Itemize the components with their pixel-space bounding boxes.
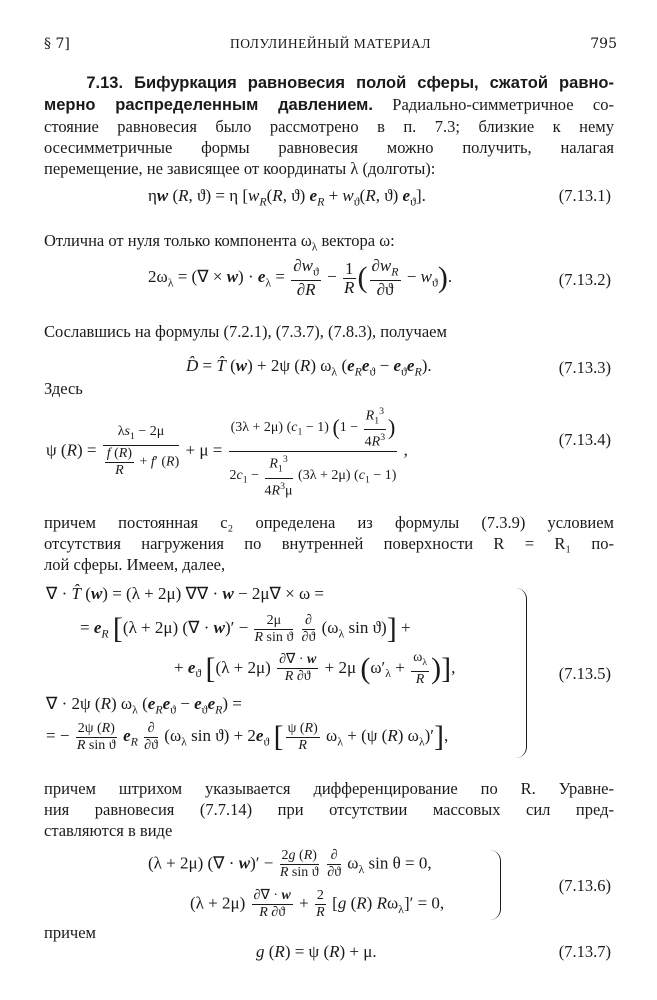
equation-7-13-5-line-2: = $e_R$ [(λ + 2μ) (∇ · w)′ − $\frac{2\mu}{\text{R sin ϑ}}$ $\frac{\partial}{\partial ϑ}$ ($\omega_\lambda$ sin ϑ)] + (80, 612, 411, 645)
running-header (44, 36, 617, 58)
para5-line-3: лой сферы. Имеем, далее, (44, 555, 226, 574)
paragraph-constant (44, 512, 614, 575)
para5-line-2: отсутствия нагружения по внутренней поверхности R = R₁ по- (44, 534, 614, 553)
equation-7-13-4: ψ (R) = $\lambda s_1 - 2\mu$ $\frac{f (R)}{R}$ + f′ (R) + μ = (3λ + 2μ) $(c_1 - 1) (1$ − $\frac{R_1^3}{4R^3}$ ) $2c_1$ − $\frac{R_1^3}{4R^3\mu}$ (3λ + 2μ) $(c_1 - 1)$ , (46, 406, 408, 499)
text-here: Здесь (44, 379, 83, 398)
page-number: 795 (590, 36, 617, 52)
text-component: Отлична от нуля только компонента $\omega_\lambda$ вектора ω: (44, 231, 395, 254)
equation-7-13-6-line-2: (λ + 2μ) $\frac{\partial\nabla \cdot w}{R \partial ϑ}$ + $\frac{2}{R}$ [g (R) $R\omega_\lambda]' = 0$, (190, 888, 445, 920)
running-title: ПОЛУЛИНЕЙНЫЙ МАТЕРИАЛ (229, 36, 432, 51)
equation-7-13-5-line-3: + $e_ϑ$ [(λ + 2μ) $\frac{\partial\nabla \cdot w}{R \partial ϑ}$ + 2μ ($\omega'_\lambda$ + $\frac{\omega_\lambda}{R}$ )], (174, 650, 456, 687)
equation-number: (7.13.3) (558, 358, 611, 377)
para6-line-2: ния равновесия (7.7.14) при отсутствии массовых сил пред- (44, 800, 614, 819)
intro-line-1: Радиально-симметричное со- (392, 95, 614, 114)
equation-number: (7.13.2) (558, 270, 611, 289)
equation-7-13-1: ηw (R, ϑ) = η [$w_R(R$, ϑ) $e_R + w_ϑ(R$, ϑ) $e_ϑ$]. (148, 186, 426, 209)
para6-line-3: ставляются в виде (44, 821, 173, 840)
section-heading-1: 7.13. Бифуркация равновесия полой сферы, сжатой равно- (86, 74, 614, 92)
equation-7-13-3: D̂ = T̂ (w) + 2ψ (R) $\omega_\lambda$ $(e_Re_ϑ - e_ϑe_R)$. (186, 356, 432, 379)
equation-number: (7.13.1) (558, 186, 611, 205)
para6-line-1: причем штрихом указывается дифференцирование по R. Уравне- (44, 779, 614, 798)
section-heading-2: мерно распределенным давлением. (44, 96, 373, 114)
intro-line-2: стояние равновесия было рассмотрено в п. 7.3; близкие к нему (44, 117, 614, 136)
equation-number: (7.13.7) (558, 942, 611, 961)
equation-7-13-6-line-1: (λ + 2μ) (∇ · w)′ − $\frac{2g (R)}{\text{R sin ϑ}}$ $\frac{\partial}{\partial ϑ}$ $\omega_\lambda$ sin θ = 0, (148, 848, 432, 880)
right-brace (516, 588, 527, 758)
intro-line-4: перемещение, не зависящее от координаты λ (долготы): (44, 159, 436, 178)
para5-line-1: причем постоянная c₂ определена из формулы (7.3.9) условием (44, 513, 614, 532)
intro-paragraph (44, 72, 614, 179)
equation-number: (7.13.5) (558, 664, 611, 683)
text-whereby: причем (44, 923, 96, 942)
equation-7-13-2: $2\omega_\lambda$ = (∇ × $w) \cdot e_\lambda$ = $\frac{\partial w_ϑ}{\partial R}$ − $\frac{1}{R}$ ( $\frac{\partial w_R}{\partial ϑ}$ − $w_ϑ$). (148, 256, 453, 300)
section-ref: § 7] (44, 36, 70, 52)
equation-7-13-5-line-1: ∇ · T̂ (w) = (λ + 2μ) ∇∇ · w − 2μ∇ × ω = (46, 584, 324, 603)
text-referencing: Сославшись на формулы (7.2.1), (7.3.7), (7.8.3), получаем (44, 322, 447, 341)
right-brace (490, 850, 501, 920)
equation-7-13-5-line-5: = − $\frac{2\psi (R)}{\text{R sin ϑ}}$ $e_R$ $\frac{\partial}{\partial ϑ}$ ($\omega_\lambda$ $\sin ϑ) + 2e_ϑ$ [ $\frac{\psi (R)}{R}$ $\omega_\lambda + (\psi$ (R) $\omega_\lambda)'$], (46, 720, 449, 753)
equation-7-13-7: g (R) = ψ (R) + μ. (256, 942, 377, 961)
paragraph-derivative (44, 778, 614, 841)
intro-line-3: осесимметричные формы равновесия можно получить, налагая (44, 138, 614, 157)
equation-7-13-5-line-4: ∇ · 2ψ (R) $\omega_\lambda$ $(e_Re_ϑ - e_ϑe_R)$ = (46, 694, 242, 717)
equation-number: (7.13.6) (558, 876, 611, 895)
equation-number: (7.13.4) (558, 430, 611, 449)
